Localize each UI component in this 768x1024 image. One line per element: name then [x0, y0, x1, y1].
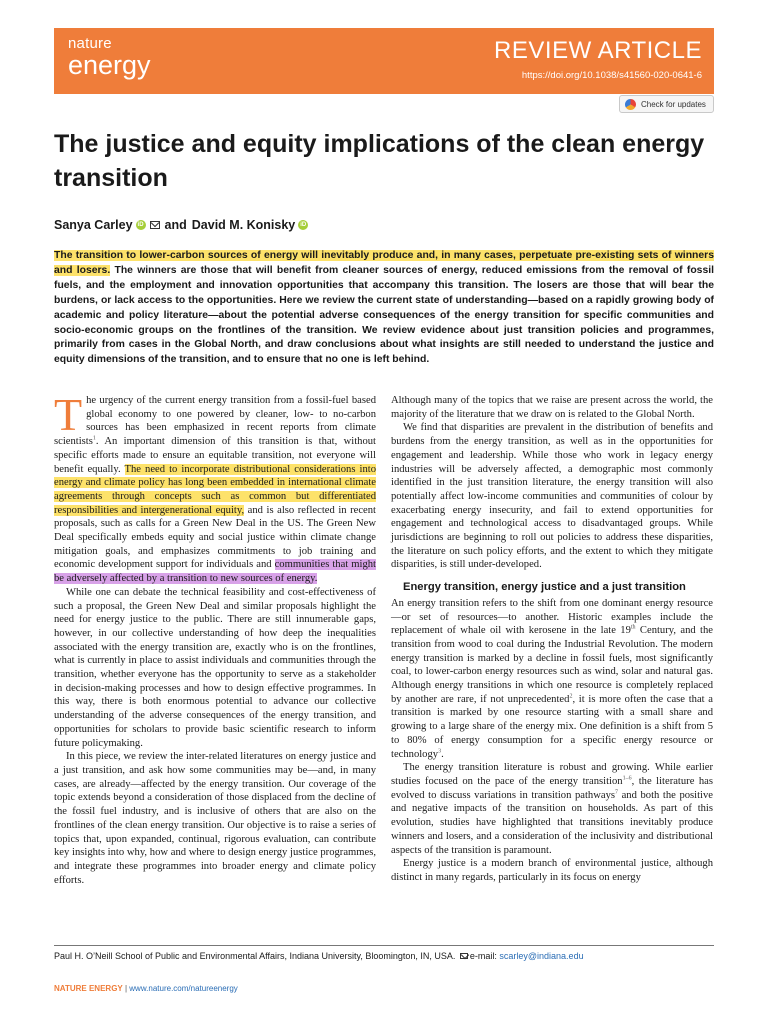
journal-logo-line1: nature	[68, 35, 112, 52]
reference-citation[interactable]: 1	[92, 435, 96, 442]
doi-link[interactable]: https://doi.org/10.1038/s41560-020-0641-6	[521, 70, 702, 81]
section-heading: Energy transition, energy justice and a just transition	[403, 581, 686, 594]
journal-logo-line2: energy	[68, 50, 151, 80]
affiliation-text: Paul H. O’Neill School of Public and Environmental Affairs, Indiana University, Bloomington, IN, USA.	[54, 951, 456, 961]
author-name[interactable]: David M. Konisky	[191, 218, 296, 232]
footer-separator: |	[122, 984, 130, 993]
body-text: An energy transition refers to the shift from one dominant energy resource—or set of resources—to another. Historic examples include the replacement of whale oil with kerosene in the late 19	[391, 597, 713, 637]
body-paragraph: In this piece, we review the inter-related literatures on energy justice and a just transition, and ask how some communities may be—and, in many cases, are already—affected by the energy transition. Our coverage of the topic extends beyond a consideration of those displaced from the decline of the fossil fuel industry, and is inclusive of others that are also on the frontlines of the clean energy transition. Our objective is to raise a series of topics that, upon expanded, continual, rigorous evaluation, can contribute key insights into why, how and where to design energy justice programmes, and integrate these programmes into broader energy and climate policy efforts.	[54, 751, 376, 886]
body-text: The energy transition literature is robust and growing. While earlier studies focused on the pace of the energy transition	[391, 762, 713, 787]
reference-citation[interactable]: 1–6	[622, 775, 632, 782]
body-text: he urgency of the current energy transition from a fossil-fuel based global economy to one powered by cleaner, low- to no-carbon sources has been emphasized in recent reports from climate scientists	[54, 395, 376, 448]
abstract-text: The winners are those that will benefit from cleaner sources of energy, reduced emissions from the removal of fossil fuels, and the employment and innovation opportunities that accompany this transition. The losers are those that will bear the burdens, or lack access to the opportunities. Here we review the current state of understanding—based on a rapidly growing body of academic and policy literature—about the potential adverse consequences of the energy transition for specific communities and socio-economic groups on the frontlines of the transition. We review evidence about just transition policies and programmes, primarily from cases in the Global North, and draw conclusions about what insights are still needed to understand the justice and equity dimensions of the transition, and to ensure that no one is left behind.	[54, 264, 714, 366]
body-paragraph: While one can debate the technical feasibility and cost-effectiveness of such a proposal, the Green New Deal and similar proposals highlight the need for energy justice to the public. There are still innumerable gaps, however, in our collective understanding of how deep the inequalities associated with the energy transition are, exactly who is on the frontlines, what is currently in place to assist individuals and communities through the transition, whether everyone has the opportunity to serve as a stakeholder in decision-making processes and how to design effective programmes. In this way, there is both enormous potential to advance our collective understanding of the adverse consequences of the energy transition, and opportunities for scholars to provide basic scientific research to inform future policymaking.	[54, 586, 376, 749]
check-updates-button[interactable]	[619, 95, 714, 113]
journal-website-link[interactable]: www.nature.com/natureenergy	[129, 984, 238, 993]
body-paragraph: We find that disparities are prevalent in the distribution of benefits and burdens from the energy transition, as well as in the opportunities for engagement and leadership. While those who work in legacy energy industries will be adversely affected, a demographic most commonly identified in the just transition literature, the energy transition will also potentially affect low-income communities and communities of colour by exacerbating energy insecurity, and fail to extend opportunities for engagement and technological access to disadvantaged groups. While jurisdictions are beginning to roll out policies to address these disparities, the literature on such policy efforts, and the extent to which they mitigate disparities, is still under-developed.	[391, 422, 713, 571]
footer-journal-name: NATURE ENERGY	[54, 984, 123, 993]
orcid-icon[interactable]: iD	[137, 222, 144, 228]
body-text: and both the positive and negative impacts of the transition on households. As part of this evolution, studies have highlighted that transitions inevitably produce winners and losers, and a consideration of the inclusivity and distributional aspects of the transition is paramount.	[391, 789, 713, 856]
email-label: e-mail:	[469, 951, 500, 961]
text-highlight: communities that might be adversely affected by a transition to new sources of energy.	[54, 559, 376, 585]
email-icon	[460, 953, 468, 959]
page-footer	[54, 984, 238, 993]
journal-header	[54, 28, 714, 94]
drop-cap: T	[54, 389, 83, 440]
body-text: . An important dimension of this transition is that, without specific efforts made to ensure an equitable transition, not everyone will benefit equally.	[54, 436, 376, 475]
author-name[interactable]: Sanya Carley	[54, 218, 133, 232]
crossmark-icon	[625, 99, 636, 110]
orcid-icon[interactable]: iD	[300, 222, 307, 228]
body-paragraph	[391, 597, 713, 761]
body-text: .	[441, 748, 444, 760]
check-updates-label: Check for updates	[641, 99, 706, 109]
article-title: The justice and equity implications of the clean energy transition	[54, 130, 705, 192]
left-column	[54, 389, 376, 887]
email-link[interactable]: scarley@indiana.edu	[499, 951, 584, 961]
right-column	[391, 394, 713, 885]
superscript: th	[630, 624, 636, 631]
reference-citation[interactable]: 3	[438, 748, 442, 755]
reference-citation[interactable]: 2	[569, 693, 573, 700]
body-paragraph: Energy justice is a modern branch of environmental justice, although distinct in many regards, particularly in its focus on energy	[391, 858, 713, 883]
email-icon[interactable]	[150, 221, 160, 229]
body-paragraph	[391, 761, 713, 857]
body-text: , the literature has evolved to discuss variations in transition pathways	[391, 775, 714, 801]
text-highlight: The need to incorporate distributional considerations into energy and climate policy has long been embedded in international climate agreements through concepts such as common but differentiated responsibilities and intergenerational equity,	[54, 463, 376, 516]
abstract-highlight: The transition to lower-carbon sources of energy will inevitably produce and, in many cases, perpetuate pre-existing sets of winners and losers.	[54, 250, 714, 276]
author-connector: and	[164, 218, 187, 232]
journal-logo[interactable]	[68, 36, 151, 79]
article-type-label: REVIEW ARTICLE	[494, 37, 702, 64]
body-text: , it is more often the case that a transition is marked by one resource starting with a small share and growing to a large share of the energy mix. One definition is a shift from 5 to 80% of energy consumption for a specific energy resource or technology	[391, 693, 714, 760]
body-paragraph: Although many of the topics that we raise are present across the world, the majority of the literature that we draw on is related to the Global North.	[391, 395, 713, 420]
abstract	[54, 249, 714, 368]
affiliation-footnote	[54, 951, 584, 961]
footnote-divider	[54, 945, 714, 946]
body-text: Century, and the transition from wood to coal during the Industrial Revolution. The modern energy transition is marked by a decline in fossil fuels, most significantly coal, to lower-carbon energy resources such as wind, solar and natural gas. Although energy transitions in which one resource is completely replaced by another are rare, if not unprecedented	[391, 625, 713, 705]
body-text: and is also reflected in recent proposals, such as calls for a Green New Deal in the US. The Green New Deal specifically embeds equity and social justice within climate change mitigation goals, and emphasizes commitments to job training and economic development support for individuals and	[54, 504, 376, 571]
reference-citation[interactable]: 7	[615, 789, 618, 796]
author-list	[54, 218, 309, 232]
body-paragraph	[54, 389, 376, 586]
